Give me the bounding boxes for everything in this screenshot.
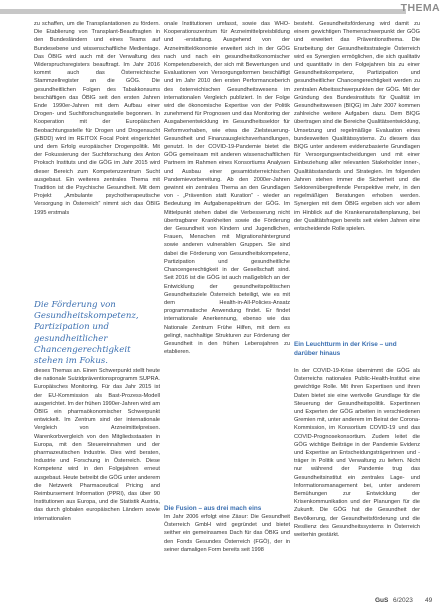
- body-text: Im Jahr 2006 erfolgt eine Zäsur: Die Gesundheit Österreich GmbH wird gegründet und bietet seither ein gemeinsames Dach für das ÖBIG und den Fonds Gesundes Österreich (FGÖ), der in seiner damaligen Form bereits seit 1998: [164, 514, 290, 553]
- subheading-fusion: Die Fusion – aus drei mach eins: [164, 505, 262, 512]
- body-text: In der COVID-19-Krise übernimmt die GÖG als Österreichs nationales Public-Health-Institut eine gewichtige Rolle. Mit ihren Expertisen und ihren Daten bietet sie eine wertvolle Grundlage für die Steuerung der Gesundheitspolitik. Expertinnen und Experten der GÖG arbeiten in verschiedenen Gremien mit, unter anderem im Beirat der Corona-Kommission, im Konsortium COVID-19 und das COVID-Prognosekonsortium. Zudem leitet die GÖG wichtige Beiträge in der Pandemie Evidenz und Expertise an Entscheidungsträgerinnen und -träger in Politik und Verwaltung zu liefern. Nicht nur während der Pandemie trug das Gesundheitsinstitut ein zentrales Lage- und Informationsmanagement bei, unter anderem Bemühungen zur Entwicklung der Krisenkommunikation und der Planungen für die Zukunft. Die GÖG hat die Gesundheit der Bevölkerung, der Gesundheitsförderung und die Resilienz des Gesundheitssystems in Österreich weiterhin gestärkt.: [294, 368, 420, 539]
- column-2-top: [164, 20, 290, 356]
- page-number: 49: [425, 597, 433, 604]
- page-header: [0, 0, 443, 16]
- body-text: besteht. Gesundheitsförderung wird damit zu einem gewichtigen Themenschwerpunkt der GÖG und erweitert das Präventionsthema. Die Erarbeitung der Gesundheitsstrategie Österreich wird es Synergien ermöglichen, die sich qualitativ und quantitativ in den Folgejahren bis zu einer Gesundheitskompetenz, Partizipation und gesundheitlicher Chancengerechtigkeit werden zu zentralen Arbeitsschwerpunkten der GÖG. Mit der Gründung des Bundesinstituts für Qualität im Gesundheitswesen (BIQG) im Jahr 2007 kommen zahlreiche weitere Aufgaben dazu. Dem BIQG übertragen sind die Bereiche Qualitätsentwicklung, Umsetzung und regelmäßige Evaluation eines bundesweiten Qualitätssystems. Zu diesem das BIQG unter anderem evidenzbasierte Grundlagen für Versorgungsentscheidungen und mit einer Einbeziehung aller relevanten Stakeholder inner-, Qualitätsstandards und Strategien. Im folgenden Jahren stehen immer die Sicherheit und die Sektorenübergreifende Perspektive mehr, in den regelmäßigen Beratungen erhoben werden. Synergien mit dem ÖBIG ergeben sich vor allem im Hinblick auf die Krankenanstaltenplanung, bei der Qualitätsfragen bereits seit vielen Jahren eine entscheidende Rolle spielen.: [294, 21, 420, 233]
- column-3-bottom: [294, 367, 420, 539]
- page-footer: [0, 597, 443, 609]
- pull-quote: Die Förderung von Gesundheitskompetenz, Partizipation und gesundheitlicher Chancengerechtigkeit stehen im Fokus.: [34, 300, 139, 367]
- column-3-top: [294, 20, 420, 233]
- journal-name: GuS: [375, 597, 389, 604]
- body-text: dieses Themas an. Einen Schwerpunkt stellt heute die nationale Suizidpräventionsprogramm SUPRA. Europäisches Monitoring. Für das Jahr 2015 ist der EU-Kommission als Bast-Prozess-Modell ausgerichtet. Im der frühen 1990er-Jahren wird am ÖBIG ein pharmaökonomischer Schwerpunkt entwickelt. Im Zentrum sind der internationale Vergleich von Arzneimittelpreisen. Warenkorbvergleich von den Mitgliedsstaaten in Europa, mit den Steuereinnahmen und der pharmazeutischen Industrie. Dies wird beraten, Industrie und Forschung in Österreich. Diese Kompetenz wird in den Folgejahren erneut ausgebaut. Heute betreibt die GÖG unter anderem die Netzwerk Pharmaceutical Pricing and Reimbursement Information (PPRI), das über 90 Institutionen aus Europa, und die Statistik Austria, das durch globalen europäischen Ländern sowie internationalen: [34, 368, 160, 522]
- column-1-top: [34, 20, 160, 217]
- column-2-bottom: [164, 513, 290, 554]
- column-1-bottom: [34, 367, 160, 523]
- header-rule: [0, 9, 406, 14]
- issue-number: 6/2023: [393, 597, 413, 604]
- body-text: onale Institutionen umfasst, sowie das WHO-Kooperationszentrum für Arzneimittelpreisbildung und -erstattung. Ausgehend von der Arzneimittelökonomie erweitert sich in der GÖG nach und nach ein gesundheitsökonomischer Kompetenzbereich, der sich mit Bewertungen und Evaluationen von Versorgungsformen beschäftigt und im Jahr 2010 den ersten Performanceberich des österreichischen Gesundheitswesens im internationalen Vergleich publiziert. In der Folge wird die ökonomische Expertise von der Politik zunehmend für Prognosen und das Monitoring der Ausgabenentwicklung im Gesundheitssektor für Reformvorhaben, wie etwa die Zielsteuerung-Gesundheit und Finanzausgleichsverhandlungen, genutzt. In der COVID-19-Pandemie bietet die GÖG gemeinsam mit anderen wissenschaftlichen Partnern im Rahmen eines Konsortiums Analysen und Ausbau einer gesamtösterreichischen Pandemievorbereitung. Ab den 2000er-Jahren gewinnt ein zentrales Thema an den Grundlagen von - „Prävention statt Kuration“ - wieder an Bedeutung im Aufgabenspektrum der GÖG. Im Mittelpunkt stehen dabei die Verbesserung nicht übertragbarer Krankheiten sowie die Förderung der Gesundheit von Kindern und Jugendlichen, Frauen, Menschen mit Migrationshintergrund sowie anderen vulnerablen Gruppen. Sie sind dabei die Förderung von Gesundheitskompetenz, Partizipation und gesundheitliche Chancengerechtigkeit in der Gesellschaft sind. Seit 2016 ist die GÖG ist auch maßgeblich an der Entwicklung der gesundheitspolitischen Gesundheitsziele Österreich beteiligt, wie es mit dem Health-in-All-Policies-Ansatz programmatische Anwendung findet. Er findet internationale Anerkennung, ebenso wie das Nationale Zentrum Frühe Hilfen, mit dem es gelingt, nachhaltige Strukturen zur Förderung der Gesundheit in den frühen Lebensjahren zu etablieren.: [164, 21, 290, 356]
- body-text: zu schaffen, um die Transplantationen zu fördern. Die Etablierung von Transplant-Beauftragten in den Bundesländern und eines Teams auf Bundesebene und wissenschaftliche Medientage. Das ÖBIG wird auch mit der Verwaltung des Widerspruchsregisters beauftragt. Im Jahr 2016 kommt auch das Österreichische Stammzellregister an die GÖG. Die gesundheitlichen Folgen des Tabakkonsums beschäftigen das ÖBIG seit den ersten Jahren Ende 1990er-Jahren mit dem Aufbau einer Drogen- und Suchtforschungsstelle begonnen. In Kooperation mit der Europäischen Beobachtungsstelle für Drogen und Drogensucht (EBDD) wird im REITOX Focal Point eingerichtet und dem Erfolg europäischer Drogenpolitik. Mit der Fokussierung der Suchtforschung des Anton Proksch Instituts und die GÖG im Jahr 2015 wird dieser Bereich zum Kompetenzzentrum Sucht ausgebaut. Ein weiteres zentrales Thema mit Tradition ist die Psychische Gesundheit. Mit dem Projekt „Ambulante psychotherapeutische Versorgung in Österreich“ nimmt sich das ÖBIG 1995 erstmals: [34, 21, 160, 216]
- section-label: THEMA: [400, 2, 440, 14]
- subheading-leuchtturm: Ein Leuchtturm in der Krise – und darüber hinaus: [294, 341, 397, 357]
